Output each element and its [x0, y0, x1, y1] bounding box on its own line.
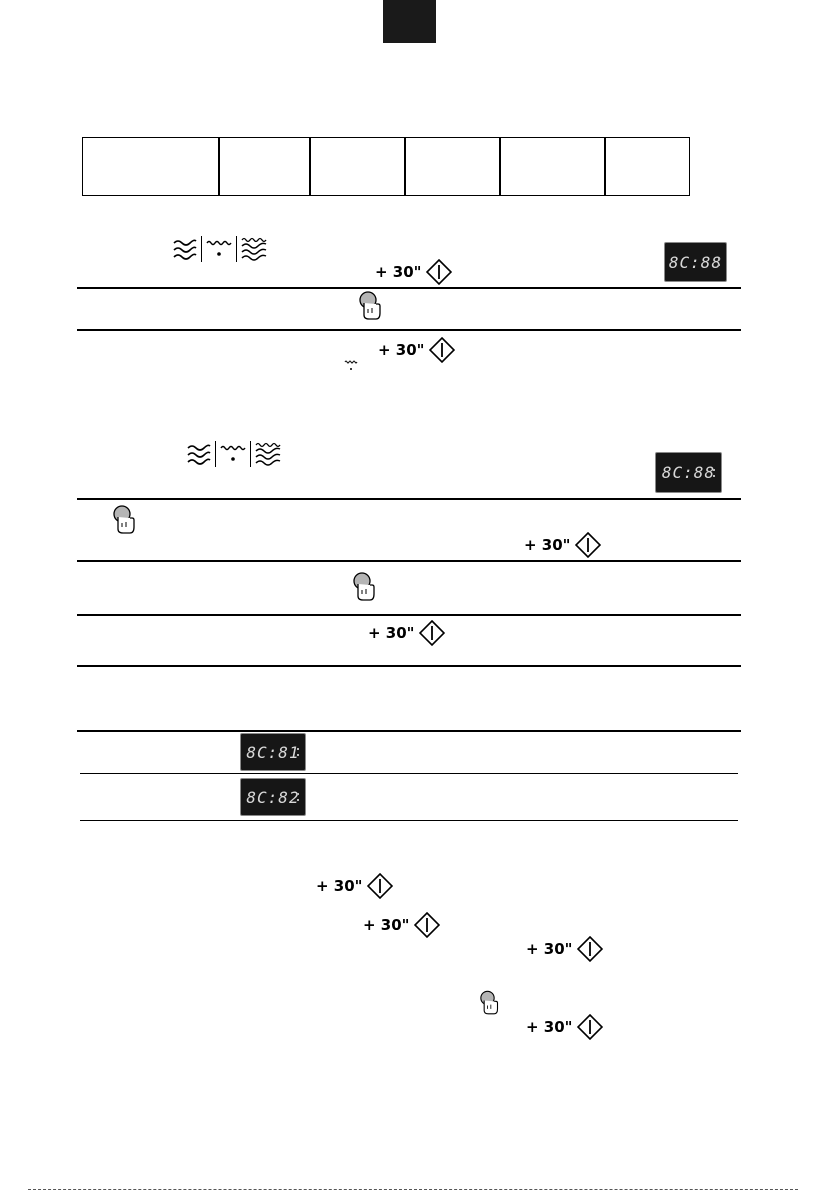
- lcd-display: [664, 242, 727, 282]
- table-divider: [218, 138, 220, 195]
- grill-icon: [219, 442, 247, 466]
- table-divider: [604, 138, 606, 195]
- page-tab: [383, 0, 436, 43]
- combi-waves-icon: [254, 442, 282, 466]
- combi-waves-icon: [240, 237, 268, 261]
- plus30-label: + 30": [363, 916, 410, 934]
- page-edge-rule: [28, 1189, 798, 1190]
- start-diamond-icon: [429, 337, 455, 363]
- plus30-label: + 30": [526, 940, 573, 958]
- lcd-display: [240, 733, 306, 771]
- dial-knob-icon: [113, 505, 137, 535]
- lcd-digits: 8C:81: [246, 742, 300, 762]
- plus30-start-button[interactable]: [526, 936, 603, 962]
- dial-knob-icon: [353, 572, 377, 602]
- rule: [80, 773, 738, 774]
- start-diamond-icon: [577, 1014, 603, 1040]
- plus30-start-button[interactable]: [378, 337, 455, 363]
- start-diamond-icon: [414, 912, 440, 938]
- dial-knob-icon: [480, 990, 500, 1016]
- table-divider: [499, 138, 501, 195]
- table-divider: [404, 138, 406, 195]
- plus30-start-button[interactable]: [524, 532, 601, 558]
- lcd-display: [240, 778, 306, 816]
- start-diamond-icon: [426, 259, 452, 285]
- start-diamond-icon: [419, 620, 445, 646]
- plus30-start-button[interactable]: [375, 259, 452, 285]
- table-divider: [309, 138, 311, 195]
- plus30-start-button[interactable]: [316, 873, 393, 899]
- plus30-label: + 30": [368, 624, 415, 642]
- rule: [77, 665, 741, 667]
- microwave-waves-icon: [186, 442, 212, 466]
- header-table: [82, 137, 690, 196]
- start-diamond-icon: [575, 532, 601, 558]
- plus30-start-button[interactable]: [368, 620, 445, 646]
- rule: [77, 329, 741, 331]
- mode-icons: [172, 236, 268, 262]
- plus30-label: + 30": [524, 536, 571, 554]
- rule: [77, 498, 741, 500]
- rule: [77, 560, 741, 562]
- mode-icons: [186, 441, 282, 467]
- start-diamond-icon: [367, 873, 393, 899]
- plus30-label: + 30": [378, 341, 425, 359]
- lcd-digits: 8C:88: [661, 463, 716, 482]
- lcd-digits: 8C:82: [246, 787, 300, 807]
- rule: [80, 820, 738, 821]
- plus30-label: + 30": [316, 877, 363, 895]
- grill-icon: [205, 237, 233, 261]
- dial-knob-icon: [359, 291, 383, 321]
- plus30-start-button[interactable]: [526, 1014, 603, 1040]
- plus30-label: + 30": [375, 263, 422, 281]
- grill-icon: [344, 358, 360, 372]
- rule: [77, 730, 741, 732]
- plus30-label: + 30": [526, 1018, 573, 1036]
- rule: [77, 287, 741, 289]
- microwave-waves-icon: [172, 237, 198, 261]
- rule: [77, 614, 741, 616]
- start-diamond-icon: [577, 936, 603, 962]
- lcd-display: [655, 452, 722, 493]
- lcd-digits: 8C:88: [668, 252, 723, 272]
- plus30-start-button[interactable]: [363, 912, 440, 938]
